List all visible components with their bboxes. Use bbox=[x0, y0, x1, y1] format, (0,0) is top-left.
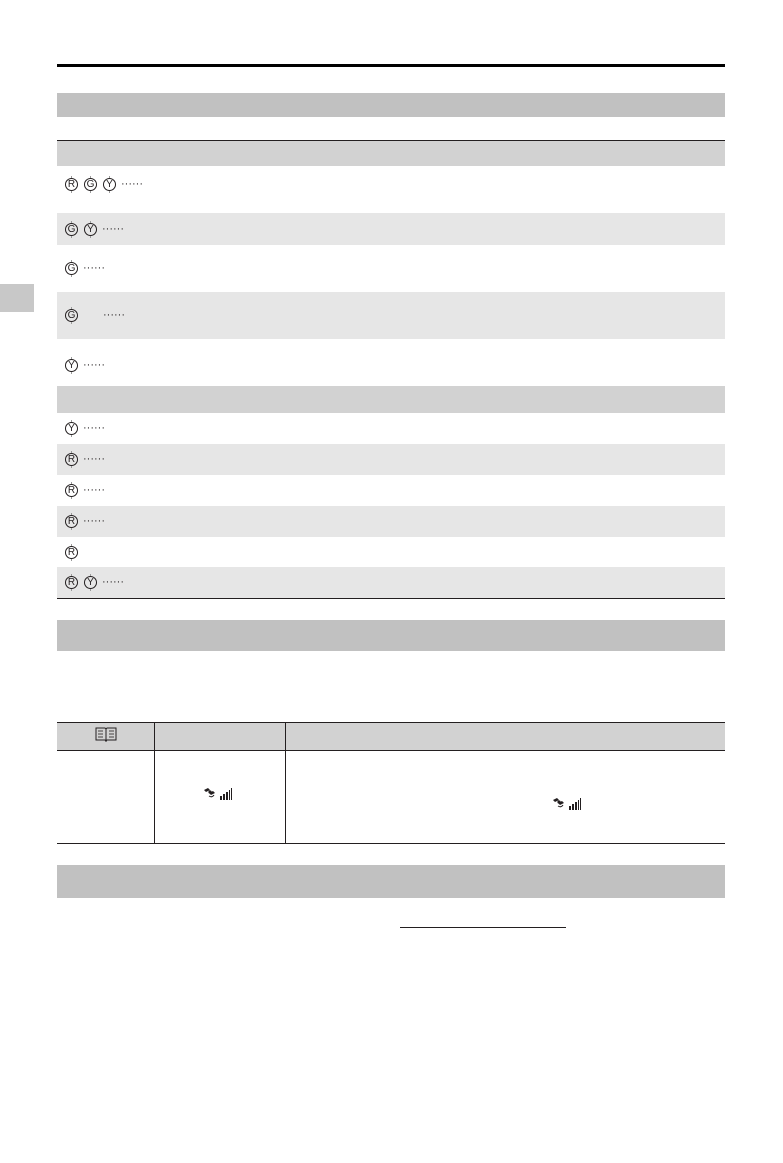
status-row bbox=[57, 567, 725, 598]
dotted-leader: ······ bbox=[83, 515, 105, 527]
led-green-icon: G bbox=[63, 260, 80, 277]
status-group-header-normal bbox=[57, 141, 725, 166]
dotted-leader: ······ bbox=[83, 422, 105, 434]
gps-table bbox=[57, 722, 725, 844]
dotted-leader: ······ bbox=[83, 453, 105, 465]
section-band-gps bbox=[57, 620, 725, 651]
link-underline[interactable] bbox=[400, 927, 566, 928]
gps-table-header bbox=[57, 723, 725, 751]
led-red-icon: R bbox=[63, 482, 80, 499]
status-row bbox=[57, 339, 725, 386]
cell-description bbox=[286, 751, 726, 844]
dotted-leader: ······ bbox=[83, 359, 105, 371]
dotted-leader: ······ bbox=[102, 223, 124, 235]
led-red-icon: R bbox=[63, 544, 80, 561]
dotted-leader: ······ bbox=[121, 178, 143, 190]
status-row bbox=[57, 292, 725, 339]
led-yellow-icon: Y bbox=[82, 221, 99, 238]
led-red-icon: R bbox=[63, 176, 80, 193]
dotted-leader: ······ bbox=[83, 262, 105, 274]
header-cell-book bbox=[57, 723, 155, 751]
dotted-leader: ······ bbox=[103, 309, 125, 321]
led-green-icon: G bbox=[82, 176, 99, 193]
status-row bbox=[57, 245, 725, 292]
table-bottom-rule bbox=[57, 598, 725, 599]
satellite-signal-icon bbox=[203, 787, 237, 801]
status-row bbox=[57, 537, 725, 567]
led-yellow-icon: Y bbox=[82, 574, 99, 591]
status-row bbox=[57, 475, 725, 506]
dotted-leader: ······ bbox=[83, 484, 105, 496]
status-group-header-warning bbox=[57, 386, 725, 413]
led-yellow-icon: Y bbox=[101, 176, 118, 193]
chapter-side-tab bbox=[0, 284, 34, 312]
dotted-leader: ······ bbox=[102, 576, 124, 588]
gps-table-row bbox=[57, 751, 725, 844]
led-red-icon: R bbox=[63, 513, 80, 530]
status-row bbox=[57, 166, 725, 213]
section-band-aircraft-status bbox=[57, 93, 725, 117]
status-row bbox=[57, 506, 725, 537]
header-cell-status bbox=[155, 723, 286, 751]
led-yellow-icon: Y bbox=[63, 420, 80, 437]
cell-empty bbox=[57, 751, 155, 844]
section-band-firmware bbox=[57, 865, 725, 898]
top-rule bbox=[57, 64, 725, 67]
status-row bbox=[57, 444, 725, 475]
satellite-signal-icon bbox=[552, 797, 586, 811]
status-row bbox=[57, 413, 725, 444]
led-red-icon: R bbox=[63, 574, 80, 591]
status-row bbox=[57, 213, 725, 245]
led-green-icon: G bbox=[63, 221, 80, 238]
led-red-icon: R bbox=[63, 451, 80, 468]
led-yellow-icon: Y bbox=[63, 357, 80, 374]
led-green-icon: G bbox=[63, 307, 80, 324]
header-cell-description bbox=[286, 723, 726, 751]
book-icon bbox=[95, 726, 117, 742]
